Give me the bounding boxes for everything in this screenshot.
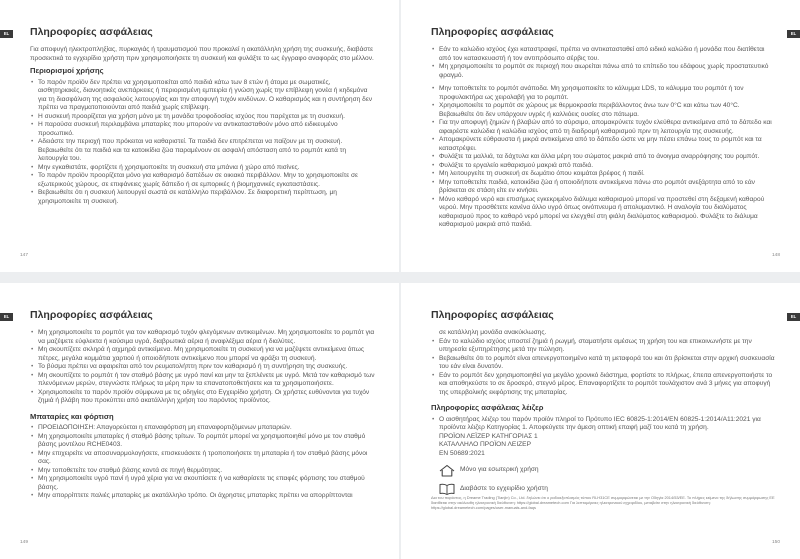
language-tab: EL [0, 30, 13, 38]
page-title: Πληροφορίες ασφάλειας [30, 309, 153, 321]
list-item: • Μη χρησιμοποιείτε το ρομπότ για τον καθαρισμό τυχόν φλεγόμενων αντικειμένων. Μη χρησιμοποιείτε το ρομπότ για να μαζέψετε εύφλεκτα ή καύσιμα υγρά, διαβρωτικά αέρια ή αναφλέξιμα αέρια ή διαλύτες. [30, 329, 375, 346]
bullet-list [431, 416, 776, 433]
bullet-list [30, 329, 375, 406]
house-icon [439, 464, 455, 477]
list-item: • Μην τοποθετείτε το ρομπότ ανάποδα. Μη χρησιμοποιείτε το κάλυμμα LDS, το κάλυμμα του ρομπότ ή τον προφυλακτήρα ως χειρολαβή για το ρομπότ. [431, 85, 776, 102]
bullet-list [431, 338, 776, 398]
manual-page-150 [401, 283, 800, 559]
list-item: • Μη χρησιμοποιείτε το ρομπότ σε περιοχή που αιωρείται πάνω από το επίπεδο του εδάφους χωρίς προστατευτικό φραγμό. [431, 63, 776, 80]
list-item: • Το βύσμα πρέπει να αφαιρείται από τον ρευματολήπτη πριν τον καθαρισμό ή τη συντήρηση της συσκευής. [30, 363, 375, 372]
bullet-list [30, 424, 375, 501]
list-item: • Μη χρησιμοποιείτε μπαταρίες ή σταθμό βάσης τρίτων. Το ρομπότ μπορεί να χρησιμοποιηθεί μόνο με τον σταθμό βάσης μοντέλου RCHE0403. [30, 433, 375, 450]
indoor-use-row [431, 464, 776, 477]
page-title: Πληροφορίες ασφάλειας [30, 26, 153, 38]
list-item: • Μη σκουπίζετε σκληρά ή αιχμηρά αντικείμενα. Μη χρησιμοποιείτε τη συσκευή για να μαζέψετε αντικείμενα όπως πέτρες, μεγάλα κομμάτια χαρτιού ή οποιοδήποτε αντικείμενο που μπορεί να φράξει τη συσκευή. [30, 346, 375, 363]
section-heading-laser-safety: Πληροφορίες ασφάλειας λέιζερ [431, 403, 544, 412]
bullet-list [431, 46, 776, 80]
list-item: • Φυλάξτε τα μαλλιά, τα δάχτυλα και άλλα μέρη του σώματος μακριά από το άνοιγμα αναρρόφησης του ρομπότ. [431, 153, 776, 162]
laser-class-line: ΠΡΟΪΟΝ ΛΕΪΖΕΡ ΚΑΤΗΓΟΡΙΑΣ 1 [439, 432, 538, 440]
indoor-use-note: Μόνο για εσωτερική χρήση [460, 466, 539, 474]
list-item: • Αδειάστε την περιοχή που πρόκειται να καθαριστεί. Τα παιδιά δεν επιτρέπεται να παίζουν με τη συσκευή. Βεβαιωθείτε ότι τα παιδιά και τα κατοικίδια ζώα παραμένουν σε ασφαλή απόσταση από το ρομπότ κατά τη λειτουργία του. [30, 138, 375, 164]
read-manual-row [431, 483, 776, 495]
section-heading-batteries-charging: Μπαταρίες και φόρτιση [30, 411, 114, 421]
page-content [30, 46, 375, 206]
page-title: Πληροφορίες ασφάλειας [431, 26, 554, 38]
bullet-list [30, 79, 375, 207]
list-item: • Η συσκευή προορίζεται για χρήση μόνο με τη μονάδα τροφοδοσίας ισχύος που παρέχεται με τη συσκευή. [30, 113, 375, 122]
section-heading-usage-restrictions: Περιορισμοί χρήσης [30, 66, 104, 75]
list-item: • Για την αποφυγή ζημιών ή βλαβών από το σύρσιμο, απομακρύνετε τυχόν ελεύθερα αντικείμενα από το δάπεδο και αφαιρέστε καλώδια ή καλώδια ισχύος από τη διαδρομή καθαρισμού πριν τη λειτουργία της συσκευής. [431, 119, 776, 136]
list-item: • Το παρόν προϊόν δεν πρέπει να χρησιμοποιείται από παιδιά κάτω των 8 ετών ή άτομα με σωματικές, αισθητηριακές, διανοητικές ανεπάρκειες ή περιορισμένη εμπειρία ή γνώση χωρίς την επίβλεψη γονέα ή κηδεμόνα για τη διασφάλιση της ασφαλούς λειτουργίας και την αποφυγή τυχόν κινδύνων. Ο καθαρισμός και η συντήρηση δεν πρέπει να πραγματοποιούνται από παιδιά χωρίς επίβλεψη. [30, 79, 375, 113]
intro-paragraph: Για αποφυγή ηλεκτροπληξίας, πυρκαγιάς ή τραυματισμού που προκαλεί η ακατάλληλη χρήση της συσκευής, διαβάστε προσεκτικά το εγχειρίδιο χρήστη πριν χρησιμοποιήσετε τη συσκευή και φυλάξτε το ως έγγραφο αναφοράς στο μέλλον. [30, 46, 374, 62]
list-item: • Μη λειτουργείτε τη συσκευή σε δωμάτιο όπου κοιμάται βρέφος ή παιδί. [431, 170, 776, 179]
language-tab: EL [787, 30, 800, 38]
list-item: • Η παρούσα συσκευή περιλαμβάνει μπαταρίες που μπορούν να αντικατασταθούν μόνο από ειδικευμένο προσωπικό. [30, 121, 375, 138]
page-number: 150 [771, 540, 780, 545]
list-item: • Μόνο καθαρό νερό και επισήμως εγκεκριμένο διάλυμα καθαρισμού μπορεί να προστεθεί στη δεξαμενή καθαρού νερού. Μην προσθέτετε κανένα άλλο υγρό όπως οινόπνευμα ή απολυμαντικό. Η αναλογία του διαλύματος καθαρισμού προς το καθαρό νερό μπορεί να ελεγχθεί στη φιάλη διαλύματος καθαρισμού. Φυλάξτε το διάλυμα καθαρισμού μακριά από παιδιά. [431, 196, 776, 230]
list-item: • Το παρόν προϊόν προορίζεται μόνο για καθαρισμό δαπέδων σε οικιακό περιβάλλον. Μην το χρησιμοποιείτε σε εξωτερικούς χώρους, σε επιφάνειες χωρίς δάπεδο ή σε εμπορικές ή βιομηχανικές εγκαταστάσεις. [30, 172, 375, 189]
open-book-icon [439, 483, 455, 495]
list-item: • Χρησιμοποιείτε το παρόν προϊόν σύμφωνα με τις οδηγίες στο Εγχειρίδιο χρήστη. Οι χρήστες ευθύνονται για τυχόν ζημιά ή βλάβη που προκύπτει από ακατάλληλη χρήση του παρόντος προϊόντος. [30, 389, 375, 406]
list-item: • Μην τοποθετείτε τον σταθμό βάσης κοντά σε πηγή θερμότητας. [30, 467, 375, 476]
list-item: • Βεβαιωθείτε ότι η συσκευή λειτουργεί σωστά σε κατάλληλο περιβάλλον. Σε διαφορετική περίπτωση, μη χρησιμοποιείτε τη συσκευή. [30, 189, 375, 206]
page-number: 148 [771, 253, 780, 258]
language-tab: EL [787, 313, 800, 321]
manual-page-148 [401, 0, 800, 272]
page-content [30, 329, 375, 501]
list-item: • Μην επιχειρείτε να αποσυναρμολογήσετε, επισκευάσετε ή τροποποιήσετε τη μπαταρία ή τον σταθμό βάσης μόνοι σας. [30, 450, 375, 467]
list-item: • Εάν το καλώδιο ισχύος υποστεί ζημιά ή ρωγμή, σταματήστε αμέσως τη χρήση του και επικοινωνήστε με την υπηρεσία εξυπηρέτησης μετά την πώληση. [431, 338, 776, 355]
bullet-list [431, 85, 776, 230]
list-item: • Μην απορρίπτετε παλιές μπαταρίες με ακατάλληλο τρόπο. Οι άχρηστες μπαταρίες πρέπει να απορρίπτονται [30, 492, 375, 501]
list-item: • Εάν το ρομπότ δεν χρησιμοποιηθεί για μεγάλο χρονικό διάστημα, φορτίστε το πλήρως, έπειτα απενεργοποιήστε το και αποθηκεύστε το σε δροσερό, στεγνό μέρος. Επαναφορτίζετε το ρομπότ τουλάχιστον ανά 3 μήνες για αποφυγή της υπερβολικής εκφόρτισης της μπαταρίας. [431, 372, 776, 398]
laser-class-line: EN 50689:2021 [439, 449, 485, 457]
page-content [431, 46, 776, 230]
list-item: • Μην εγκαθιστάτε, φορτίζετε ή χρησιμοποιείτε τη συσκευή στα μπάνια ή χώρο από πισίνες. [30, 164, 375, 173]
list-item: • Μη σκουπίζετε το ρομπότ ή τον σταθμό βάσης με υγρό πανί και μην τα ξεπλένετε με υγρό. Μετά τον καθαρισμό των πλενόμενων μερών, στεγνώστε πλήρως τα μέρη πριν τα επανατοποθετήσετε και τα χρησιμοποιήσετε. [30, 372, 375, 389]
laser-class-line: ΚΑΤΑΛΛΗΛΟ ΠΡΟΪΟΝ ΛΕΙΖΕΡ [439, 441, 531, 448]
list-item: • Απομακρύνετε εύθραυστα ή μικρά αντικείμενα από το δάπεδο ώστε να μην πέσει επάνω τους το ρομπότ και τα καταστρέψει. [431, 136, 776, 153]
list-item: • Ο αισθητήρας λέιζερ του παρόν προϊόν πληροί το Πρότυπο IEC 60825-1:2014/EN 60825-1:2014/A11:2021 για προϊόντα λέιζερ Κατηγορίας 1. Αποφεύγετε την άμεση οπτική επαφή μαζί του κατά τη χρήση. [431, 416, 776, 433]
list-item: • Βεβαιωθείτε ότι το ρομπότ είναι απενεργοποιημένο κατά τη μεταφορά του και ότι βρίσκεται στην αρχική συσκευασία του εάν είναι δυνατόν. [431, 355, 776, 372]
list-item: • Εάν το καλώδιο ισχύος έχει καταστραφεί, πρέπει να αντικατασταθεί από ειδικό καλώδιο ή μονάδα που διατίθεται από τον κατασκευαστή ή τον αντιπρόσωπο σέρβις του. [431, 46, 776, 63]
list-item: • Μη χρησιμοποιείτε υγρό πανί ή υγρά χέρια για να σκουπίσετε ή να καθαρίσετε τις επαφές φόρτισης του σταθμού βάσης. [30, 475, 375, 492]
page-content [431, 329, 776, 511]
list-item: • Μην τοποθετείτε παιδιά, κατοικίδια ζώα ή οποιοδήποτε αντικείμενα πάνω στο ρομπότ ανεξάρτητα από το εάν βρίσκεται σε στάση είτε εν κινήσει. [431, 179, 776, 196]
language-tab: EL [0, 313, 13, 321]
read-manual-note: Διαβάστε το εγχειρίδιο χρήστη [460, 484, 548, 492]
page-number: 147 [20, 253, 29, 258]
page-number: 149 [20, 540, 29, 545]
manual-page-147 [0, 0, 399, 272]
continuation-text: σε κατάλληλη μονάδα ανακύκλωσης. [439, 329, 547, 336]
page-title: Πληροφορίες ασφάλειας [431, 309, 554, 321]
manual-page-149 [0, 283, 399, 559]
declaration-footnote: Δια του παρόντος, η Dreame Trading (Tianjin) Co., Ltd. δηλώνει ότι ο ραδιοεξοπλισμός τύπου RLH31CE συμμορφώνεται με την Οδηγία 2014/53/ΕΕ. Το πλήρες κείμενο της δήλωσης συμμόρφωσης ΕΕ διατίθεται στην ακόλουθη ηλεκτρονική διεύθυνση: https://global.dreametech.com Για λεπτομέρειες ηλεκτρονικού εγχειριδίου, μεταβείτε στην ηλεκτρονική διεύθυνση: https://global.dreametech.com/pages/user-manuals-and-faqs [431, 495, 775, 511]
list-item: • Χρησιμοποιείτε το ρομπότ σε χώρους με θερμοκρασία περιβάλλοντος άνω των 0°C και κάτω των 40°C. Βεβαιωθείτε ότι δεν υπάρχουν υγρές ή καλλιόεις ουσίες στο πάτωμα. [431, 102, 776, 119]
list-item: • Φυλάξτε το εργαλείο καθαρισμού μακριά από παιδιά. [431, 162, 776, 171]
list-item: • ΠΡΟΕΙΔΟΠΟΙΗΣΗ: Απαγορεύεται η επαναφόρτιση μη επαναφορτιζόμενων μπαταριών. [30, 424, 375, 433]
